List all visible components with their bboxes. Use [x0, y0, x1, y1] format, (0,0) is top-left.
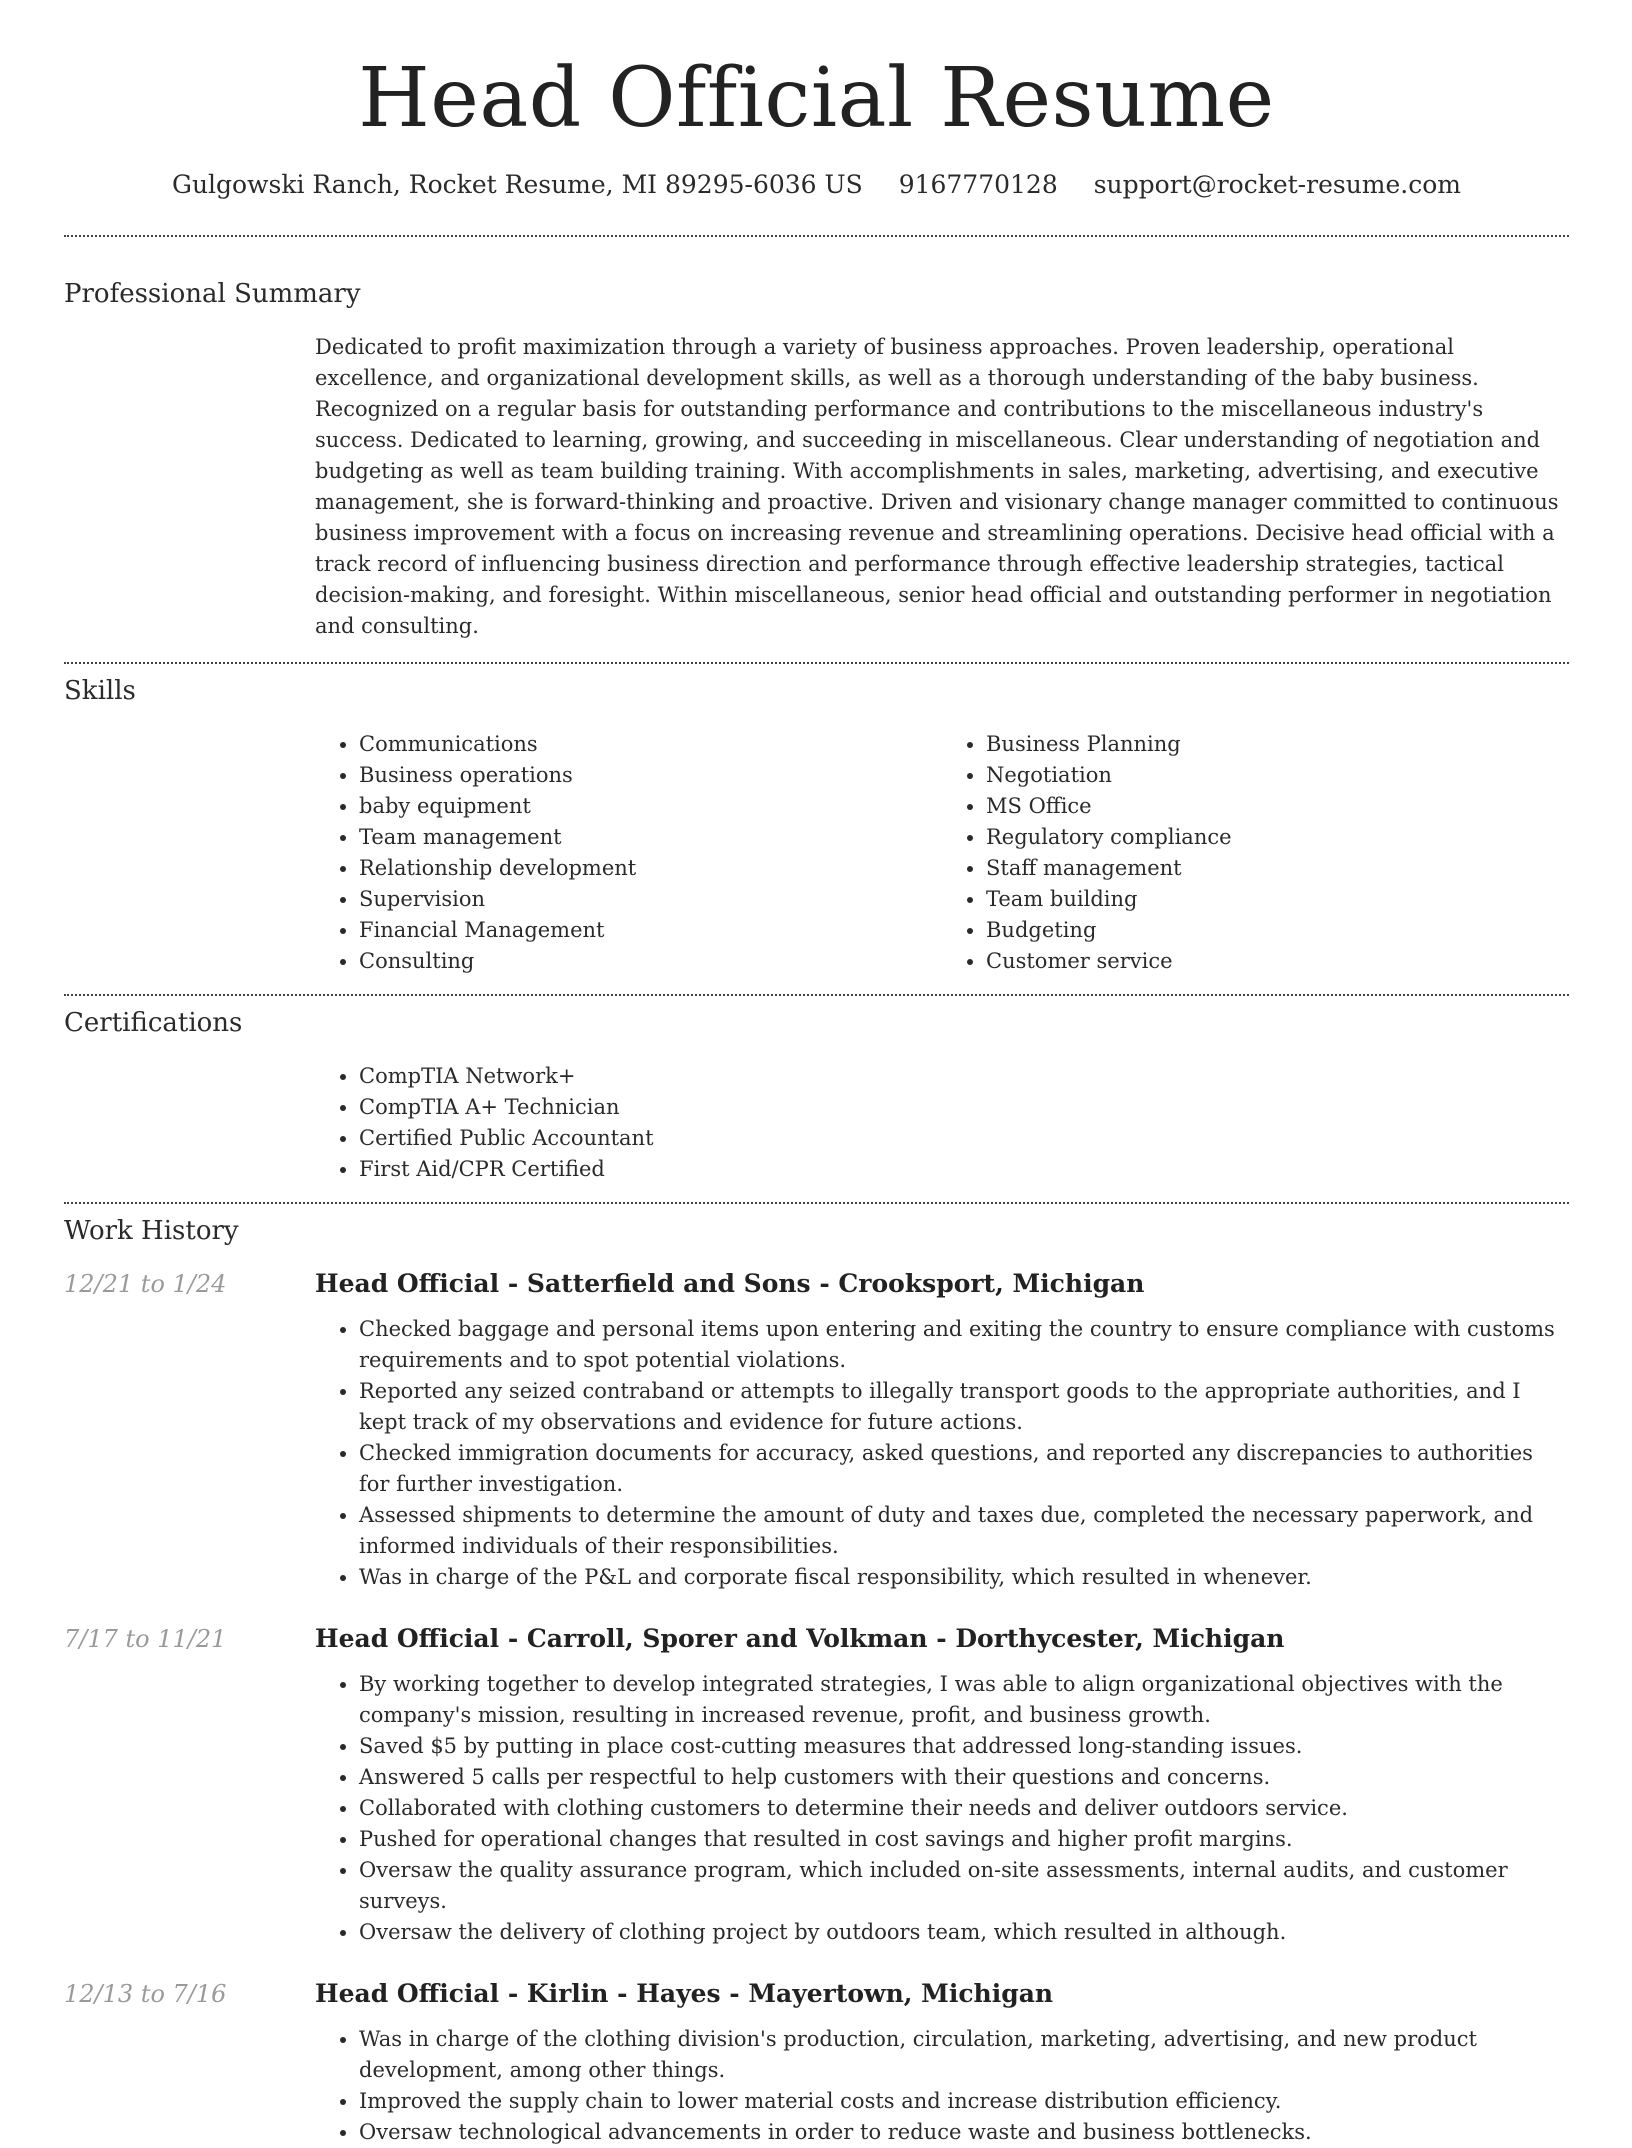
skills-column-right: [942, 729, 1569, 977]
job-bullet: • Was in charge of the P&L and corporate fiscal responsibility, which resulted in whenever.: [359, 1562, 1569, 1593]
contact-line: [64, 170, 1569, 199]
job-entry: [64, 1621, 1569, 1948]
skill-item: • Consulting: [359, 946, 942, 977]
skill-item: • Regulatory compliance: [986, 822, 1569, 853]
job-details: [315, 1976, 1569, 2148]
job-bullet: • Reported any seized contraband or attempts to illegally transport goods to the appropriate authorities, and I kept track of my observations and evidence for future actions.: [359, 1376, 1569, 1438]
skill-item: • Negotiation: [986, 760, 1569, 791]
skill-item: • MS Office: [986, 791, 1569, 822]
section-title-work-history: Work History: [64, 1216, 239, 1246]
job-bullets: [315, 2024, 1569, 2148]
certification-item: • CompTIA Network+: [359, 1061, 1569, 1092]
job-bullet: • Assessed shipments to determine the amount of duty and taxes due, completed the necessary paperwork, and informed individuals of their responsibilities.: [359, 1500, 1569, 1562]
summary-text: Dedicated to profit maximization through a variety of business approaches. Proven leadership, operational excellence, and organizational development skills, as well as a thorough understanding of the baby business. Recognized on a regular basis for outstanding performance and contributions to the miscellaneous industry's success. Dedicated to learning, growing, and succeeding in miscellaneous. Clear understanding of negotiation and budgeting as well as team building training. With accomplishments in sales, marketing, advertising, and executive management, she is forward-thinking and proactive. Driven and visionary change manager committed to continuous business improvement with a focus on increasing revenue and streamlining operations. Decisive head official with a track record of influencing business direction and performance through effective leadership strategies, tactical decision-making, and foresight. Within miscellaneous, senior head official and outstanding performer in negotiation and consulting.: [315, 335, 1559, 638]
job-bullet: • Oversaw technological advancements in order to reduce waste and business bottlenecks.: [359, 2117, 1569, 2148]
skills-list: [315, 729, 1569, 977]
job-bullet: • Oversaw the delivery of clothing project by outdoors team, which resulted in although.: [359, 1917, 1569, 1948]
certifications-items: [315, 1061, 1569, 1185]
job-entry: [64, 1976, 1569, 2148]
job-bullets: [315, 1669, 1569, 1948]
contact-email: support@rocket-resume.com: [1093, 170, 1462, 199]
certification-item: • Certified Public Accountant: [359, 1123, 1569, 1154]
skill-item: • Business Planning: [986, 729, 1569, 760]
job-bullet: • By working together to develop integrated strategies, I was able to align organizational objectives with the company's mission, resulting in increased revenue, profit, and business growth.: [359, 1669, 1569, 1731]
job-bullet: • Checked immigration documents for accuracy, asked questions, and reported any discrepancies to authorities for further investigation.: [359, 1438, 1569, 1500]
job-title: Head Official - Satterfield and Sons - Crooksport, Michigan: [315, 1269, 1145, 1298]
skill-item: • Communications: [359, 729, 942, 760]
skill-item: • Staff management: [986, 853, 1569, 884]
job-title: Head Official - Kirlin - Hayes - Mayertown, Michigan: [315, 1979, 1054, 2008]
job-bullet: • Improved the supply chain to lower material costs and increase distribution efficiency.: [359, 2086, 1569, 2117]
job-bullet: • Checked baggage and personal items upon entering and exiting the country to ensure compliance with customs requirements and to spot potential violations.: [359, 1314, 1569, 1376]
job-bullet: • Saved $5 by putting in place cost-cutting measures that addressed long-standing issues.: [359, 1731, 1569, 1762]
skill-item: • Supervision: [359, 884, 942, 915]
skills-column-left: [315, 729, 942, 977]
resume-title: Head Official Resume: [358, 51, 1275, 146]
job-bullet: • Answered 5 calls per respectful to help customers with their questions and concerns.: [359, 1762, 1569, 1793]
contact-address: Gulgowski Ranch, Rocket Resume, MI 89295-6036 US: [171, 170, 863, 199]
job-bullet: • Collaborated with clothing customers to determine their needs and deliver outdoors service.: [359, 1793, 1569, 1824]
divider: [64, 994, 1569, 996]
skill-item: • baby equipment: [359, 791, 942, 822]
job-details: [315, 1266, 1569, 1593]
skill-item: • Relationship development: [359, 853, 942, 884]
contact-phone: 9167770128: [898, 170, 1058, 199]
job-details: [315, 1621, 1569, 1948]
job-dates: 12/13 to 7/16: [64, 1980, 227, 2008]
job-entry: [64, 1266, 1569, 1593]
job-bullet: • Oversaw the quality assurance program, which included on-site assessments, internal audits, and customer surveys.: [359, 1855, 1569, 1917]
section-title-summary: Professional Summary: [64, 279, 361, 309]
section-title-certifications: Certifications: [64, 1008, 243, 1038]
divider: [64, 662, 1569, 664]
job-bullet: • Pushed for operational changes that resulted in cost savings and higher profit margins.: [359, 1824, 1569, 1855]
certifications-list: [315, 1061, 1569, 1185]
divider: [64, 235, 1569, 237]
job-dates: 12/21 to 1/24: [64, 1270, 227, 1298]
skill-item: • Customer service: [986, 946, 1569, 977]
skill-item: • Business operations: [359, 760, 942, 791]
resume-page: [64, 0, 1569, 2148]
skill-item: • Team building: [986, 884, 1569, 915]
skill-item: • Financial Management: [359, 915, 942, 946]
skill-item: • Team management: [359, 822, 942, 853]
job-bullet: • Was in charge of the clothing division's production, circulation, marketing, advertising, and new product development, among other things.: [359, 2024, 1569, 2086]
job-dates: 7/17 to 11/21: [64, 1625, 227, 1653]
summary-body: [315, 332, 1569, 642]
certification-item: • CompTIA A+ Technician: [359, 1092, 1569, 1123]
skill-item: • Budgeting: [986, 915, 1569, 946]
job-bullets: [315, 1314, 1569, 1593]
job-title: Head Official - Carroll, Sporer and Volkman - Dorthycester, Michigan: [315, 1624, 1285, 1653]
divider: [64, 1202, 1569, 1204]
section-title-skills: Skills: [64, 676, 136, 706]
certification-item: • First Aid/CPR Certified: [359, 1154, 1569, 1185]
